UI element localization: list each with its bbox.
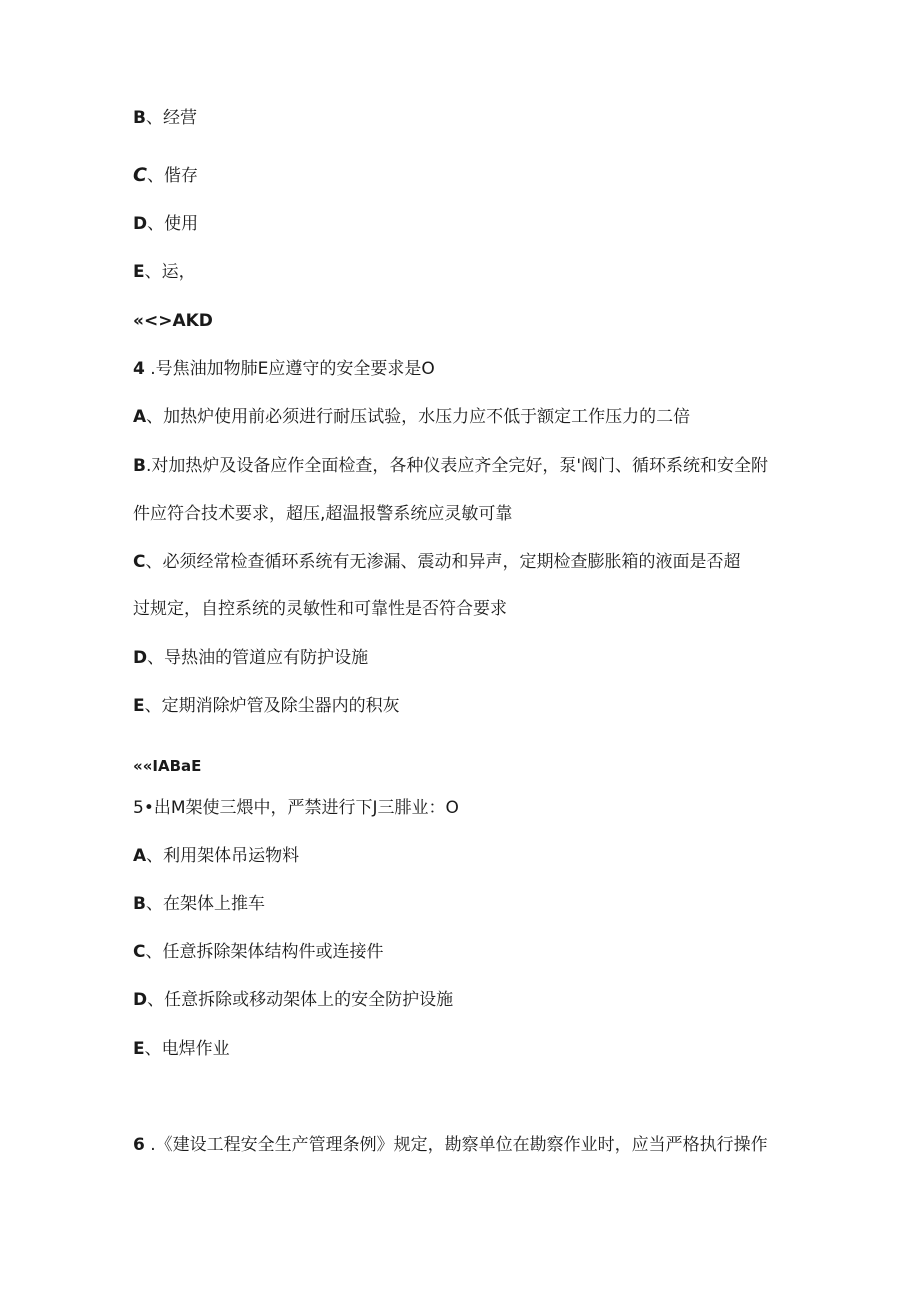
option-text: 在架体上推车 — [162, 894, 265, 914]
question-number: 6 — [133, 1135, 145, 1155]
option-separator: 、 — [146, 166, 164, 186]
question-number: 4 — [133, 359, 145, 379]
option-text: 利用架体吊运物料 — [163, 846, 300, 866]
option-text: 任意拆除或移动架体上的安全防护设施 — [164, 990, 454, 1010]
option-separator: 、 — [145, 552, 163, 572]
option-text: 必须经常检查循环系统有无渗漏、震动和异声，定期检查膨胀箱的液面是否超 — [162, 552, 741, 572]
q3-option-c — [133, 164, 198, 187]
option-text: 定期消除炉管及除尘器内的积灰 — [161, 696, 400, 716]
option-separator: 、 — [144, 262, 162, 282]
q4-option-b-continued — [133, 503, 512, 525]
q5-option-b — [133, 893, 265, 915]
option-text: 过规定，自控系统的灵敏性和可靠性是否符合要求 — [133, 599, 507, 619]
q6-stem — [133, 1134, 768, 1156]
q5-option-d — [133, 989, 453, 1011]
option-text: 加热炉使用前必须进行耐压试验，水压力应不低于额定工作压力的二倍 — [163, 407, 691, 427]
option-label: A — [133, 407, 147, 427]
q3-option-d — [133, 213, 198, 235]
option-text: 导热油的管道应有防护设施 — [164, 648, 369, 668]
q3-option-b — [133, 107, 197, 129]
option-separator: 、 — [146, 407, 164, 427]
q4-answer: ««IABaE — [133, 757, 202, 775]
option-separator: 、 — [147, 990, 165, 1010]
option-label: E — [133, 262, 145, 282]
option-label: B — [133, 894, 146, 914]
q5-option-c — [133, 941, 383, 963]
q4-option-c-continued — [133, 598, 507, 620]
option-label: E — [133, 1039, 145, 1059]
q4-option-e — [133, 695, 400, 717]
q4-option-a — [133, 406, 690, 428]
option-label: C — [133, 552, 146, 572]
option-text: 对加热炉及设备应作全面检查，各种仪表应齐全完好，泵'阀门、循环系统和安全附 — [151, 456, 769, 476]
option-label: B — [133, 456, 146, 476]
question-text: .号焦油加物肺E应遵守的安全要求是O — [144, 359, 435, 379]
q3-answer: «<>AKD — [133, 311, 213, 331]
q4-option-c — [133, 551, 740, 573]
option-separator: 、 — [146, 846, 164, 866]
option-separator: 、 — [147, 648, 165, 668]
option-label: C — [133, 942, 146, 962]
option-text: 件应符合技术要求，超压,超温报警系统应灵敏可靠 — [133, 504, 513, 524]
q4-option-d — [133, 647, 368, 669]
option-separator: 、 — [144, 696, 162, 716]
option-separator: 、 — [145, 942, 163, 962]
option-label: A — [133, 846, 147, 866]
q5-stem — [133, 797, 459, 819]
option-text: 经营 — [162, 108, 197, 128]
option-separator: 、 — [145, 108, 163, 128]
question-text: .《建设工程安全生产管理条例》规定，勘察单位在勘察作业时，应当严格执行操作 — [144, 1135, 768, 1155]
option-label: C — [133, 164, 147, 186]
option-text: 偕存 — [163, 166, 198, 186]
option-text: 电焊作业 — [161, 1039, 230, 1059]
option-text: 任意拆除架体结构件或连接件 — [162, 942, 384, 962]
option-text: 运， — [161, 262, 196, 282]
q5-option-a — [133, 845, 299, 867]
option-separator: . — [145, 456, 152, 476]
option-text: 使用 — [164, 214, 199, 234]
option-separator: 、 — [147, 214, 165, 234]
question-text: 5•出M架使三煨中，严禁进行下J三腓业：O — [133, 798, 459, 818]
q3-option-e — [133, 261, 196, 283]
option-label: D — [133, 648, 148, 668]
option-label: D — [133, 990, 148, 1010]
option-separator: 、 — [145, 894, 163, 914]
option-label: B — [133, 108, 146, 128]
q4-stem — [133, 358, 435, 380]
option-label: D — [133, 214, 148, 234]
option-separator: 、 — [144, 1039, 162, 1059]
option-label: E — [133, 696, 145, 716]
q5-option-e — [133, 1038, 230, 1060]
q4-option-b — [133, 455, 768, 477]
